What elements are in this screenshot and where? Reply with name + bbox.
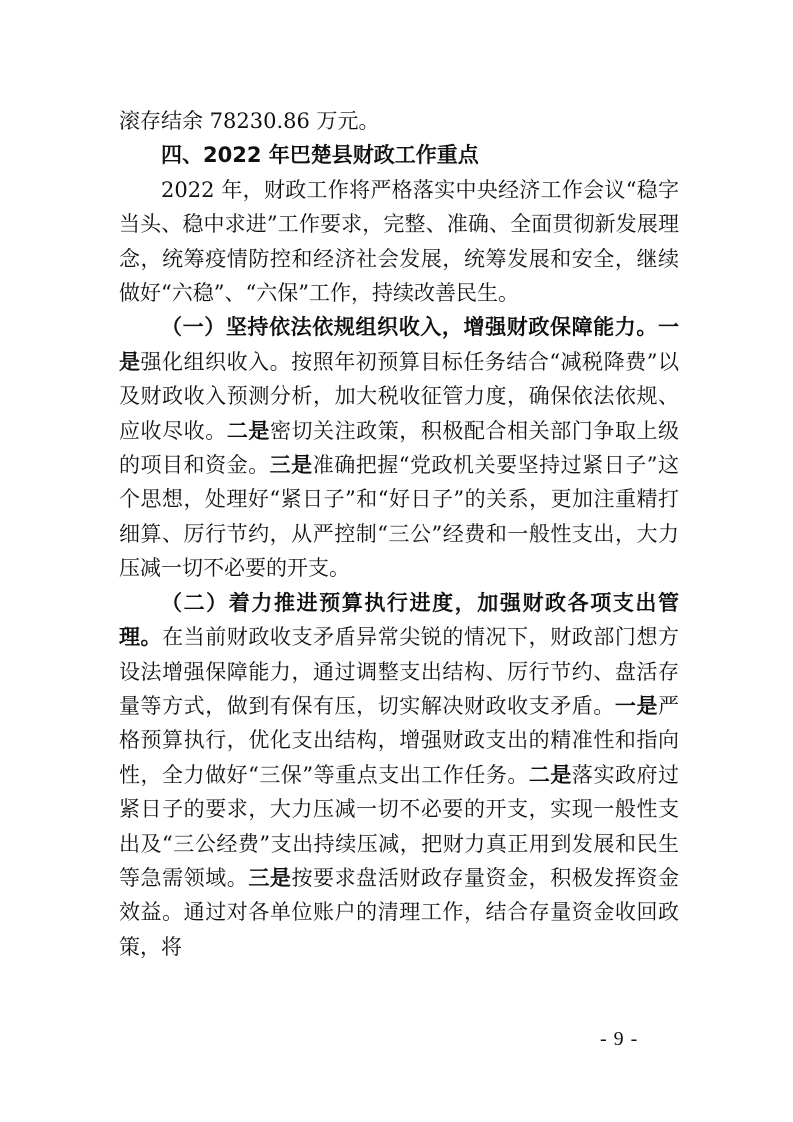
page-number: - 9 - — [600, 1028, 639, 1050]
section-heading: 四、2022 年巴楚县财政工作重点 — [161, 143, 479, 168]
part1-marker-1: 一是 — [119, 314, 679, 374]
part2-text-2: 落实政府过紧日子的要求，大力压减一切不必要的开支，实现一般性支出及“三公经费”支出持续压减，把财力真正用到发展和民生等急需领域。 — [119, 762, 680, 890]
part1-marker-3: 三是 — [269, 452, 313, 478]
part2-text-3: 按要求盘活财政存量资金，积极发挥资金效益。通过对各单位账户的清理工作，结合存量资金收回政策，将 — [119, 865, 680, 959]
part2-title: （二）着力推进预算执行进度，加强财政各项支出管理。 — [119, 589, 679, 650]
part2-marker-1: 一是 — [614, 692, 659, 718]
part1-text-2: 密切关注政策，积极配合相关部门争取上级的项目和资金。 — [119, 418, 680, 478]
part1-paragraph — [119, 310, 679, 585]
part2-marker-3: 三是 — [248, 864, 292, 890]
part2-intro: 在当前财政收支矛盾异常尖锐的情况下，财政部门想方设法增强保障能力，通过调整支出结构、厉行节约、盘活存量等方式，做到有保有压，切实解决财政收支矛盾。 — [119, 625, 680, 718]
part1-text-1: 强化组织收入。按照年初预算目标任务结合“减税降费”以及财政收入预测分析，加大税收征管力度，确保依法依规、应收尽收。 — [119, 349, 679, 443]
part2-marker-2: 二是 — [528, 761, 572, 787]
part2-text-1: 严格预算执行，优化支出结构，增强财政支出的精准性和指向性，全力做好“三保”等重点支出工作任务。 — [119, 693, 680, 787]
body-text — [119, 104, 679, 964]
part1-title: （一）坚持依法依规组织收入，增强财政保障能力。 — [161, 314, 658, 340]
part1-marker-2: 二是 — [226, 417, 270, 443]
intro-paragraph: 2022 年，财政工作将严格落实中央经济工作会议“稳字当头、稳中求进”工作要求，完整、准确、全面贯彻新发展理念，统筹疫情防控和经济社会发展，统筹发展和安全，继续做好“六稳”、“六保”工作，持续改善民生。 — [119, 177, 679, 306]
part2-paragraph — [119, 586, 679, 964]
part1-text-3: 准确把握“党政机关要坚持过紧日子”这个思想，处理好“紧日子”和“好日子”的关系，更加注重精打细算、厉行节约，从严控制“三公”经费和一般性支出，大力压减一切不必要的开支。 — [119, 453, 679, 581]
carryover-line: 滚存结余 78230.86 万元。 — [119, 109, 380, 133]
